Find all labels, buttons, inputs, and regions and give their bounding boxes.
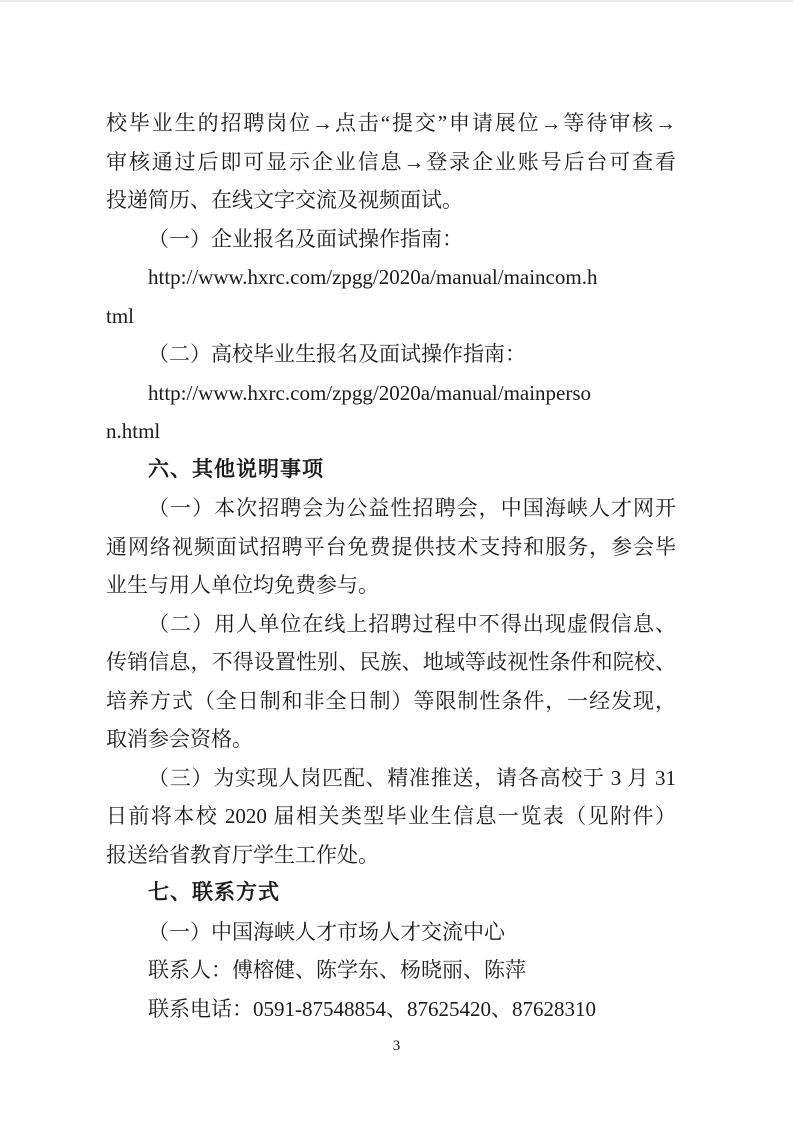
doc-line: 业生与用人单位均免费参与。 xyxy=(106,573,379,597)
doc-line-url: http://www.hxrc.com/zpgg/2020a/manual/mainperso xyxy=(148,380,592,405)
doc-line: （一）中国海峡人才市场人才交流中心 xyxy=(148,919,505,944)
doc-line-contact-names: 联系人：傅榕健、陈学东、杨晓丽、陈萍 xyxy=(148,958,526,982)
doc-line-url: tml xyxy=(106,303,135,328)
doc-line: （二）用人单位在线上招聘过程中不得出现虚假信息、 xyxy=(148,611,676,636)
scan-edge-artifact xyxy=(0,0,793,2)
page-number: 3 xyxy=(392,1038,401,1054)
doc-line: 培养方式（全日制和非全日制）等限制性条件，一经发现， xyxy=(106,688,676,713)
doc-line: 取消参会资格。 xyxy=(106,727,253,751)
doc-line: 校毕业生的招聘岗位→点击“提交”申请展位→等待审核→ xyxy=(106,111,676,135)
doc-line: （二）高校毕业生报名及面试操作指南： xyxy=(148,342,526,366)
doc-line-contact-phones: 联系电话：0591-87548854、87625420、87628310 xyxy=(148,996,596,1021)
document-body xyxy=(106,104,676,1028)
doc-line: （三）为实现人岗匹配、精准推送，请各高校于 3 月 31 xyxy=(148,765,676,790)
doc-line-url: http://www.hxrc.com/zpgg/2020a/manual/maincom.h xyxy=(148,265,598,289)
section-heading-7: 七、联系方式 xyxy=(148,881,280,904)
doc-line: 通网络视频面试招聘平台免费提供技术支持和服务，参会毕 xyxy=(106,534,676,559)
doc-line: 日前将本校 2020 届相关类型毕业生信息一览表（见附件） xyxy=(106,804,676,828)
doc-line: 投递简历、在线文字交流及视频面试。 xyxy=(106,188,463,212)
doc-line: 报送给省教育厅学生工作处。 xyxy=(106,842,379,867)
doc-line: 传销信息，不得设置性别、民族、地域等歧视性条件和院校、 xyxy=(106,650,676,674)
doc-line-url: n.html xyxy=(106,419,161,443)
doc-line: （一）本次招聘会为公益性招聘会，中国海峡人才网开 xyxy=(148,496,676,520)
section-heading-6: 六、其他说明事项 xyxy=(148,457,324,481)
doc-line: （一）企业报名及面试操作指南： xyxy=(148,226,463,251)
doc-line: 审核通过后即可显示企业信息→登录企业账号后台可查看 xyxy=(106,149,676,174)
